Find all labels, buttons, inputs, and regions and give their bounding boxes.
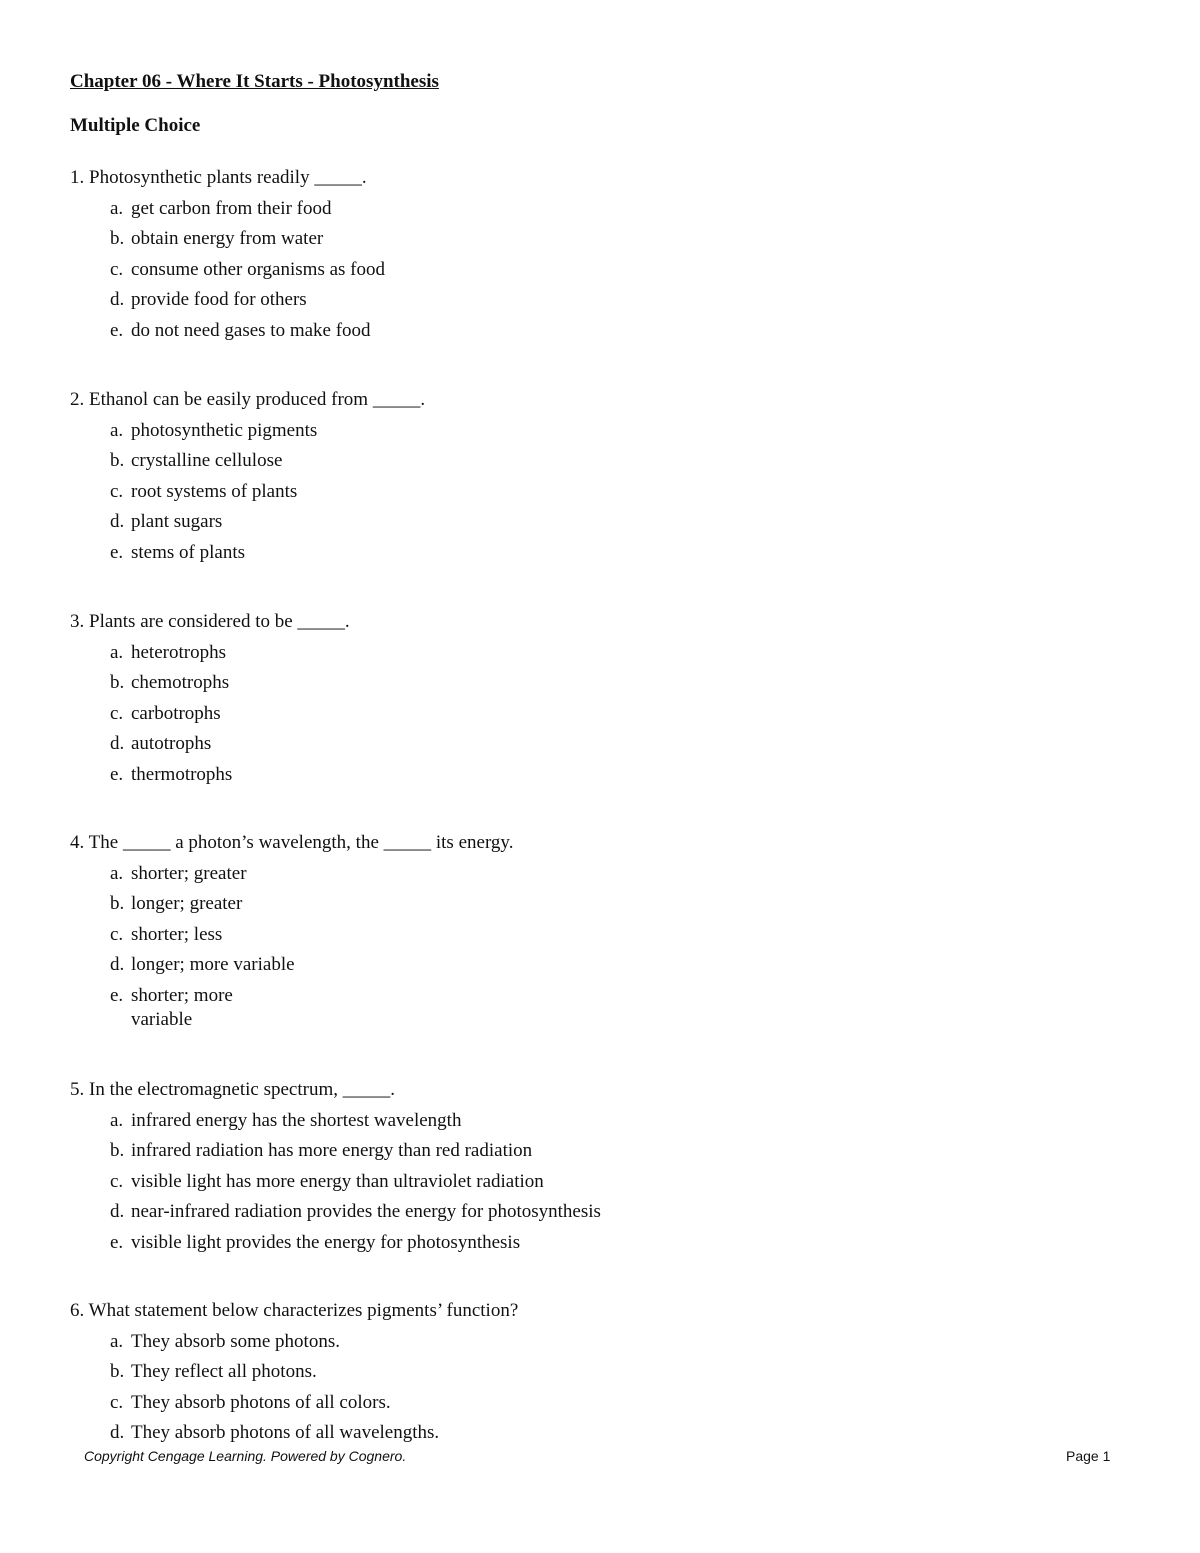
- answer-choice: [70, 1109, 601, 1133]
- question-4: [70, 831, 513, 1032]
- choice-letter: d.: [110, 289, 125, 311]
- answer-choice: [70, 953, 513, 977]
- choice-letter: c.: [110, 480, 124, 502]
- answer-choice: [70, 449, 425, 473]
- choice-text: chemotrophs: [131, 672, 230, 694]
- answer-choice: [70, 984, 513, 1032]
- choice-text: autotrophs: [131, 733, 212, 755]
- choice-letter: b.: [110, 228, 125, 250]
- choice-letter: b.: [110, 450, 125, 472]
- question-stem: 1. Photosynthetic plants readily _____.: [70, 167, 367, 188]
- question-1: [70, 166, 385, 343]
- answer-choice: [70, 763, 350, 787]
- choice-text: They absorb some photons.: [131, 1330, 340, 1352]
- choice-text: They reflect all photons.: [131, 1361, 317, 1383]
- choice-letter: a.: [110, 419, 124, 441]
- choice-text: consume other organisms as food: [131, 258, 385, 280]
- choice-letter: d.: [110, 733, 125, 755]
- answer-choice: [70, 1231, 601, 1255]
- answer-choice: [70, 541, 425, 565]
- question-6: [70, 1299, 518, 1445]
- section-heading: Multiple Choice: [70, 115, 201, 136]
- answer-choice: [70, 1360, 518, 1384]
- choice-letter: c.: [110, 702, 124, 724]
- footer-page-number: Page 1: [1066, 1448, 1111, 1464]
- choice-text: visible light has more energy than ultraviolet radiation: [131, 1170, 544, 1192]
- choice-text: near-infrared radiation provides the energy for photosynthesis: [131, 1201, 601, 1223]
- choice-text: photosynthetic pigments: [131, 419, 318, 441]
- choice-letter: d.: [110, 1201, 125, 1223]
- choice-text: stems of plants: [131, 541, 245, 563]
- choice-text: crystalline cellulose: [131, 450, 283, 472]
- choice-letter: b.: [110, 893, 125, 915]
- answer-choice: [70, 1391, 518, 1415]
- question-2: [70, 388, 425, 565]
- answer-choice: [70, 923, 513, 947]
- choice-text: shorter; less: [131, 923, 223, 945]
- choice-text: thermotrophs: [131, 763, 233, 785]
- answer-choice: [70, 419, 425, 443]
- choice-letter: a.: [110, 641, 124, 663]
- answer-choice: [70, 510, 425, 534]
- choice-letter: e.: [110, 319, 124, 341]
- question-5: [70, 1078, 601, 1255]
- question-3: [70, 610, 350, 787]
- answer-choice: [70, 732, 350, 756]
- choice-letter: d.: [110, 1422, 125, 1444]
- answer-choice: [70, 1170, 601, 1194]
- choice-text: visible light provides the energy for photosynthesis: [131, 1231, 521, 1253]
- choice-text: They absorb photons of all wavelengths.: [131, 1422, 440, 1444]
- choice-text: heterotrophs: [131, 641, 226, 663]
- choice-text: obtain energy from water: [131, 228, 324, 250]
- choice-text: shorter; more variable: [131, 984, 233, 1030]
- choice-text: They absorb photons of all colors.: [131, 1391, 391, 1413]
- answer-choice: [70, 671, 350, 695]
- choice-letter: c.: [110, 1170, 124, 1192]
- choice-letter: b.: [110, 1361, 125, 1383]
- answer-choice: [70, 1200, 601, 1224]
- answer-choice: [70, 1139, 601, 1163]
- choice-text: get carbon from their food: [131, 197, 332, 219]
- answer-choice: [70, 1330, 518, 1354]
- choice-letter: a.: [110, 1330, 124, 1352]
- document-title: Chapter 06 - Where It Starts - Photosynthesis: [70, 71, 439, 92]
- choice-letter: b.: [110, 1140, 125, 1162]
- choice-letter: d.: [110, 511, 125, 533]
- choice-text: do not need gases to make food: [131, 319, 371, 341]
- choice-letter: a.: [110, 1109, 124, 1131]
- footer-copyright: Copyright Cengage Learning. Powered by Cognero.: [84, 1448, 407, 1464]
- choice-letter: e.: [110, 763, 124, 785]
- choice-letter: e.: [110, 541, 124, 563]
- choice-text: longer; greater: [131, 893, 243, 915]
- answer-choice: [70, 288, 385, 312]
- choice-letter: c.: [110, 923, 124, 945]
- choice-text: plant sugars: [131, 511, 223, 533]
- answer-choice: [70, 197, 385, 221]
- question-stem: 3. Plants are considered to be _____.: [70, 611, 350, 632]
- choice-text: infrared energy has the shortest wavelength: [131, 1109, 462, 1131]
- answer-choice: [70, 227, 385, 251]
- answer-choice: [70, 641, 350, 665]
- choice-letter: c.: [110, 258, 124, 280]
- answer-choice: [70, 862, 513, 886]
- choice-letter: c.: [110, 1391, 124, 1413]
- question-stem: 5. In the electromagnetic spectrum, _____.: [70, 1079, 396, 1100]
- question-stem: 6. What statement below characterizes pigments’ function?: [70, 1300, 519, 1321]
- answer-choice: [70, 480, 425, 504]
- choice-text: shorter; greater: [131, 862, 247, 884]
- answer-choice: [70, 319, 385, 343]
- choice-letter: a.: [110, 862, 124, 884]
- choice-letter: d.: [110, 954, 125, 976]
- question-stem: 4. The _____ a photon’s wavelength, the _____ its energy.: [70, 832, 514, 853]
- answer-choice: [70, 892, 513, 916]
- question-stem: 2. Ethanol can be easily produced from _____.: [70, 389, 426, 410]
- answer-choice: [70, 702, 350, 726]
- choice-text: infrared radiation has more energy than red radiation: [131, 1140, 533, 1162]
- choice-letter: b.: [110, 672, 125, 694]
- choice-text: longer; more variable: [131, 954, 295, 976]
- answer-choice: [70, 1421, 518, 1445]
- choice-letter: e.: [110, 1231, 124, 1253]
- choice-text: root systems of plants: [131, 480, 298, 502]
- choice-text: provide food for others: [131, 289, 307, 311]
- choice-letter: a.: [110, 197, 124, 219]
- choice-text: carbotrophs: [131, 702, 221, 724]
- choice-letter: e.: [110, 984, 124, 1006]
- answer-choice: [70, 258, 385, 282]
